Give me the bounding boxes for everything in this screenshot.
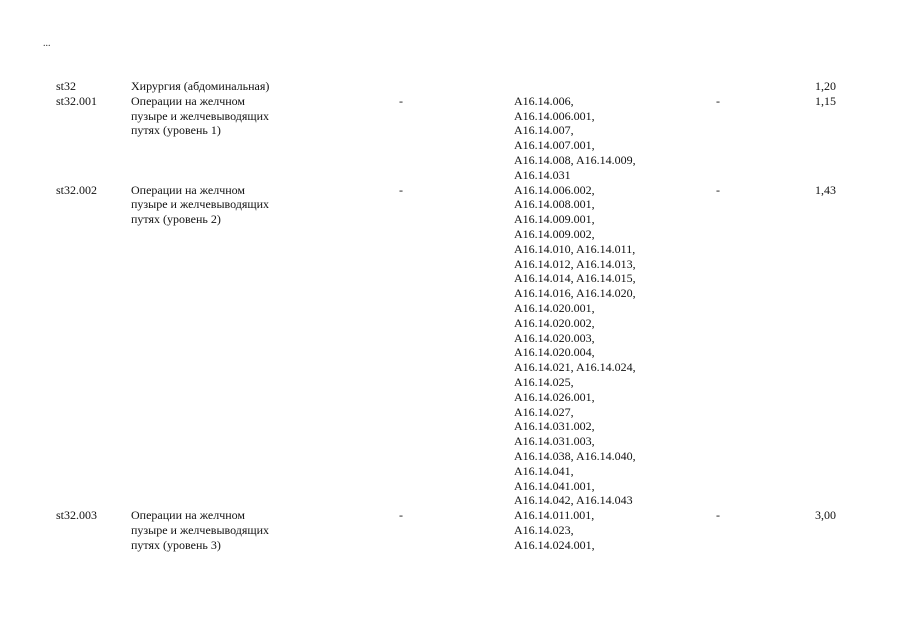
- service-code-line: A16.14.042, A16.14.043: [514, 493, 633, 508]
- table-row: [0, 94, 905, 183]
- drg-code: st32: [56, 79, 77, 93]
- service-code-line: A16.14.020.003,: [514, 330, 595, 345]
- table-row: [0, 183, 905, 509]
- service-code-line: A16.14.010, A16.14.011,: [514, 241, 636, 256]
- service-code-line: A16.14.006,: [514, 93, 574, 108]
- drg-name: [131, 94, 291, 138]
- service-code-line: A16.14.012, A16.14.013,: [514, 256, 636, 271]
- service-code-line: A16.14.031: [514, 167, 571, 182]
- table-row: [0, 508, 905, 552]
- drg-code: st32.001: [56, 93, 98, 108]
- service-code-line: A16.14.007.001,: [514, 138, 595, 153]
- drg-name-line: Операции на желчном: [131, 182, 246, 197]
- drg-name-line: Хирургия (абдоминальная): [131, 79, 270, 93]
- table-row: [0, 79, 905, 94]
- service-code-line: A16.14.027,: [514, 404, 574, 419]
- other-criteria: -: [716, 182, 720, 197]
- service-code-line: A16.14.023,: [514, 522, 574, 537]
- service-code-line: A16.14.009.001,: [514, 212, 595, 227]
- drg-name: [131, 508, 291, 552]
- service-code-line: A16.14.020.001,: [514, 300, 595, 315]
- drg-name-line: путях (уровень 3): [131, 537, 221, 552]
- service-code-line: A16.14.011.001,: [514, 508, 595, 523]
- other-criteria: -: [716, 508, 720, 523]
- service-codes: [514, 183, 636, 509]
- service-codes: [514, 94, 636, 183]
- service-code-line: A16.14.024.001,: [514, 537, 595, 552]
- service-code-line: A16.14.020.004,: [514, 345, 595, 360]
- drg-name-line: Операции на желчном: [131, 93, 246, 108]
- service-code-line: A16.14.009.002,: [514, 226, 595, 241]
- service-codes: [514, 508, 595, 552]
- service-code-line: A16.14.006.001,: [514, 108, 595, 123]
- drg-code: st32.002: [56, 182, 98, 197]
- cost-coefficient: 1,15: [815, 93, 836, 108]
- service-code-line: A16.14.041,: [514, 463, 574, 478]
- drg-table: [0, 79, 905, 553]
- service-code-line: A16.14.031.002,: [514, 419, 595, 434]
- drg-name: [131, 183, 291, 227]
- drg-name-line: путях (уровень 1): [131, 123, 221, 138]
- diagnosis-codes: -: [399, 508, 403, 523]
- page-mark: ...: [43, 38, 51, 49]
- drg-code: st32.003: [56, 508, 98, 523]
- drg-name-line: путях (уровень 2): [131, 212, 221, 227]
- service-code-line: A16.14.038, A16.14.040,: [514, 448, 636, 463]
- drg-name-line: пузыре и желчевыводящих: [131, 197, 270, 212]
- service-code-line: A16.14.031.003,: [514, 434, 595, 449]
- drg-name-line: пузыре и желчевыводящих: [131, 108, 270, 123]
- service-code-line: A16.14.021, A16.14.024,: [514, 360, 636, 375]
- service-code-line: A16.14.016, A16.14.020,: [514, 286, 636, 301]
- diagnosis-codes: -: [399, 93, 403, 108]
- cost-coefficient: 3,00: [815, 508, 836, 523]
- drg-name: [131, 79, 291, 94]
- service-code-line: A16.14.008, A16.14.009,: [514, 152, 636, 167]
- drg-name-line: пузыре и желчевыводящих: [131, 522, 270, 537]
- other-criteria: -: [716, 93, 720, 108]
- drg-name-line: Операции на желчном: [131, 508, 246, 523]
- cost-coefficient: 1,43: [815, 182, 836, 197]
- service-code-line: A16.14.007,: [514, 123, 574, 138]
- service-code-line: A16.14.026.001,: [514, 389, 595, 404]
- service-code-line: A16.14.014, A16.14.015,: [514, 271, 636, 286]
- cost-coefficient: 1,20: [815, 79, 836, 93]
- service-code-line: A16.14.041.001,: [514, 478, 595, 493]
- service-code-line: A16.14.020.002,: [514, 315, 595, 330]
- service-code-line: A16.14.008.001,: [514, 197, 595, 212]
- diagnosis-codes: -: [399, 182, 403, 197]
- service-code-line: A16.14.006.002,: [514, 182, 595, 197]
- service-code-line: A16.14.025,: [514, 374, 574, 389]
